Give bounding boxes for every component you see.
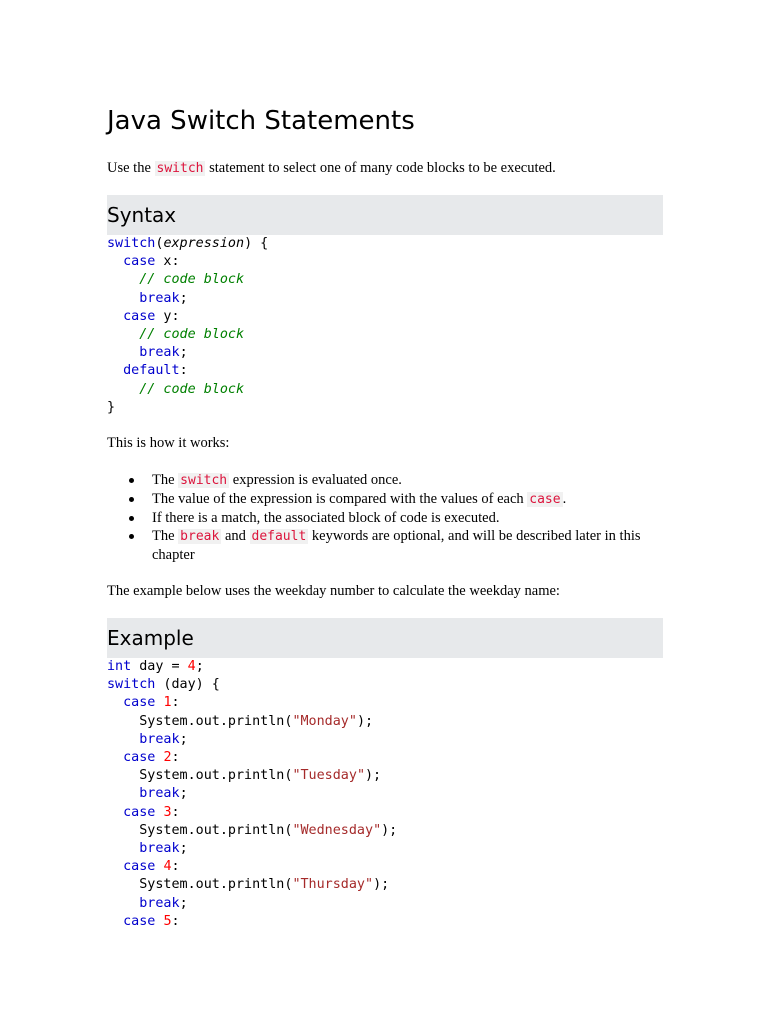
code-text: ;: [179, 731, 188, 747]
list-text: keywords are optional, and will be described later in this chapter: [152, 528, 641, 563]
how-it-works-paragraph: This is how it works:: [107, 435, 230, 451]
code-number: 3: [163, 804, 172, 820]
intro-text-after: statement to select one of many code blocks to be executed.: [209, 160, 556, 176]
page-title: Java Switch Statements: [107, 106, 415, 136]
code-keyword: break: [139, 786, 180, 802]
code-number: 4: [187, 659, 196, 674]
code-string-value: Wednesday: [300, 822, 374, 838]
intro-inline-code: switch: [156, 161, 204, 176]
code-string: [292, 768, 365, 783]
code-string: [292, 714, 357, 729]
code-string-value: Tuesday: [300, 768, 357, 784]
code-text: System.out.println(: [139, 877, 293, 893]
code-text: ;: [179, 290, 188, 306]
code-text: x:: [155, 254, 180, 270]
code-expression: expression: [163, 236, 245, 251]
list-text: The value of the expression is compared with the values of each: [152, 491, 524, 507]
code-text: ) {: [244, 236, 269, 251]
list-text: The: [152, 528, 175, 544]
example-heading: Example: [107, 618, 663, 658]
list-item: [152, 490, 663, 509]
code-keyword: break: [139, 290, 180, 306]
code-text: ;: [179, 895, 188, 911]
list-item: [152, 527, 663, 564]
code-text: :: [171, 859, 180, 875]
code-text: }: [107, 399, 116, 415]
list-text: expression is evaluated once.: [232, 472, 402, 488]
syntax-heading: Syntax: [107, 195, 663, 235]
list-text: and: [224, 528, 246, 544]
code-quote: ": [348, 713, 357, 729]
code-text: ;: [179, 786, 188, 802]
code-string: [292, 877, 373, 892]
code-quote: ": [292, 877, 301, 893]
list-text: .: [562, 491, 567, 507]
example-intro-paragraph: The example below uses the weekday number to calculate the weekday name:: [107, 583, 560, 599]
code-text: ;: [195, 659, 204, 674]
code-string: [292, 823, 381, 838]
code-keyword: break: [139, 841, 180, 857]
code-keyword: case: [123, 859, 156, 875]
code-text: );: [381, 822, 398, 838]
code-text: );: [373, 877, 390, 893]
code-comment: // code block: [139, 272, 245, 288]
code-comment: // code block: [139, 381, 245, 397]
code-number: 5: [163, 913, 172, 929]
code-quote: ": [373, 822, 382, 838]
code-text: );: [356, 713, 374, 729]
code-keyword: switch: [107, 677, 156, 693]
inline-code: switch: [180, 473, 228, 488]
code-text: (day) {: [155, 677, 220, 693]
code-keyword: case: [123, 750, 156, 766]
code-comment: // code block: [139, 327, 245, 343]
code-text: :: [171, 913, 180, 929]
code-quote: ": [365, 877, 374, 893]
code-text: :: [179, 363, 188, 379]
code-number: 2: [163, 750, 172, 766]
how-it-works-list: [107, 471, 663, 564]
intro-text-before: Use the: [107, 160, 151, 176]
code-keyword: default: [123, 363, 180, 379]
code-text: System.out.println(: [139, 822, 293, 838]
code-keyword: case: [123, 804, 156, 820]
list-text: The: [152, 472, 175, 488]
inline-code: break: [180, 529, 220, 544]
code-text: System.out.println(: [139, 768, 293, 784]
inline-code: case: [529, 492, 561, 507]
code-text: :: [171, 750, 180, 766]
example-code-block: [107, 658, 397, 931]
code-number: 4: [163, 859, 172, 875]
code-string-value: Monday: [300, 713, 349, 729]
code-quote: ": [292, 822, 301, 838]
code-quote: ": [292, 768, 301, 784]
code-text: System.out.println(: [139, 713, 293, 729]
code-keyword: switch: [107, 236, 156, 251]
code-quote: ": [356, 768, 365, 784]
code-string-value: Thursday: [300, 877, 365, 893]
code-quote: ": [292, 713, 301, 729]
code-number: 1: [163, 695, 172, 711]
list-item: [152, 471, 663, 490]
syntax-code-block: [107, 235, 268, 417]
code-keyword: case: [123, 695, 156, 711]
code-keyword: break: [139, 731, 180, 747]
code-text: :: [171, 695, 180, 711]
code-keyword: case: [123, 308, 156, 324]
code-text: (: [155, 236, 164, 251]
code-text: y:: [155, 308, 180, 324]
code-text: ;: [179, 841, 188, 857]
code-text: ;: [179, 345, 188, 361]
code-keyword: case: [123, 913, 156, 929]
list-item: If there is a match, the associated block of code is executed.: [152, 509, 663, 527]
intro-paragraph: [107, 159, 556, 178]
code-text: :: [171, 804, 180, 820]
code-keyword: case: [123, 254, 156, 270]
code-text: day =: [131, 659, 188, 674]
code-keyword: break: [139, 345, 180, 361]
code-keyword: int: [107, 659, 132, 674]
code-text: );: [365, 768, 382, 784]
inline-code: default: [251, 529, 307, 544]
code-keyword: break: [139, 895, 180, 911]
